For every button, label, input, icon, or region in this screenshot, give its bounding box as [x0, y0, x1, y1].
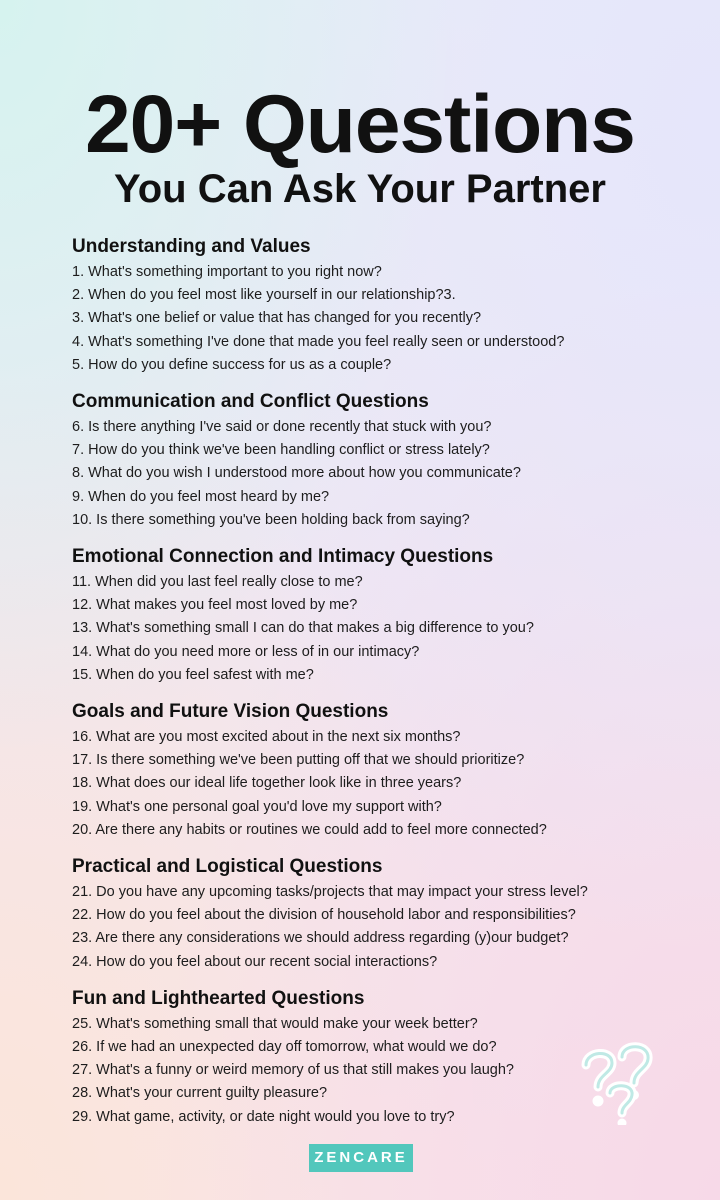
question-item: 23. Are there any considerations we should address regarding (y)our budget? — [72, 930, 569, 947]
section-heading: Practical and Logistical Questions — [72, 856, 383, 878]
question-item: 16. What are you most excited about in the next six months? — [72, 729, 461, 746]
question-item: 29. What game, activity, or date night would you love to try? — [72, 1108, 455, 1125]
question-item: 17. Is there something we've been putting off that we should prioritize? — [72, 752, 525, 769]
question-item: 12. What makes you feel most loved by me? — [72, 597, 358, 614]
question-item: 14. What do you need more or less of in our intimacy? — [72, 643, 420, 660]
section-heading: Fun and Lighthearted Questions — [72, 987, 365, 1009]
section-heading: Understanding and Values — [72, 236, 311, 257]
question-item: 21. Do you have any upcoming tasks/projects that may impact your stress level? — [72, 884, 588, 901]
question-item: 5. How do you define success for us as a couple? — [72, 356, 392, 373]
question-section — [72, 544, 692, 687]
question-item: 3. What's one belief or value that has changed for you recently? — [72, 310, 482, 327]
question-item: 4. What's something I've done that made you feel really seen or understood? — [72, 333, 565, 350]
question-item: 18. What does our ideal life together look like in three years? — [72, 775, 462, 792]
question-list — [72, 234, 692, 1141]
question-section — [72, 234, 692, 377]
question-marks-bubble-icon — [572, 1035, 662, 1125]
question-item: 13. What's something small I can do that makes a big difference to you? — [72, 620, 534, 637]
question-item: 15. When do you feel safest with me? — [72, 666, 314, 683]
question-item: 1. What's something important to you right now? — [72, 264, 382, 280]
section-heading: Communication and Conflict Questions — [72, 391, 429, 413]
question-item: 2. When do you feel most like yourself in our relationship?3. — [72, 287, 456, 304]
question-item: 28. What's your current guilty pleasure? — [72, 1085, 328, 1102]
page-title: 20+ Questions — [85, 79, 635, 170]
question-item: 11. When did you last feel really close to me? — [72, 574, 363, 591]
question-item: 9. When do you feel most heard by me? — [72, 488, 330, 505]
question-item: 10. Is there something you've been holding back from saying? — [72, 511, 470, 528]
question-section — [72, 699, 692, 842]
question-item: 26. If we had an unexpected day off tomorrow, what would we do? — [72, 1039, 497, 1056]
question-item: 22. How do you feel about the division of household labor and responsibilities? — [72, 907, 576, 924]
question-item: 27. What's a funny or weird memory of us that still makes you laugh? — [72, 1062, 514, 1079]
question-item: 24. How do you feel about our recent social interactions? — [72, 953, 438, 970]
brand-logo: ZENCARE — [309, 1144, 413, 1172]
question-section — [72, 389, 692, 532]
section-heading: Emotional Connection and Intimacy Questions — [72, 546, 494, 568]
question-item: 20. Are there any habits or routines we could add to feel more connected? — [72, 821, 547, 838]
section-heading: Goals and Future Vision Questions — [72, 701, 389, 723]
question-item: 8. What do you wish I understood more about how you communicate? — [72, 465, 521, 482]
page-subtitle: You Can Ask Your Partner — [114, 167, 606, 211]
question-section — [72, 854, 692, 974]
question-item: 25. What's something small that would make your week better? — [72, 1015, 478, 1032]
question-item: 19. What's one personal goal you'd love my support with? — [72, 798, 442, 815]
question-item: 7. How do you think we've been handling conflict or stress lately? — [72, 442, 490, 459]
question-item: 6. Is there anything I've said or done recently that stuck with you? — [72, 419, 492, 436]
